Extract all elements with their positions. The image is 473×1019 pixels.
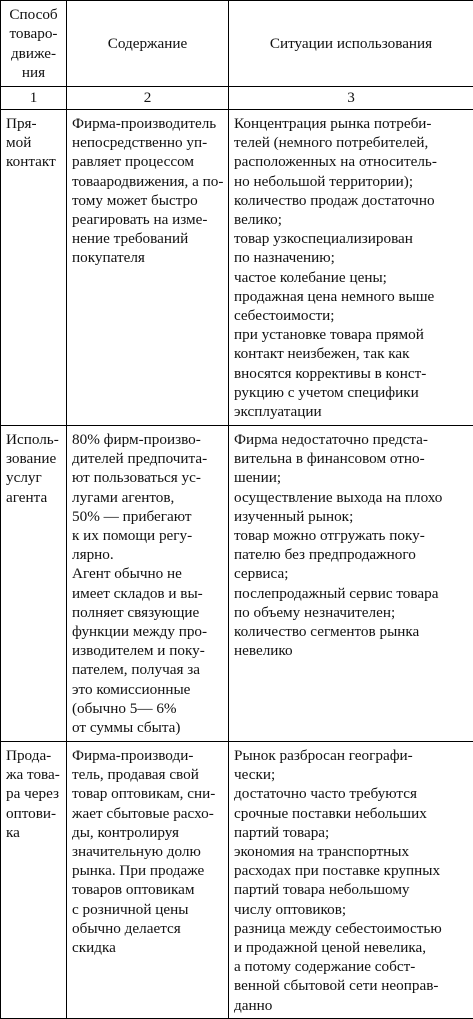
- column-number-2: 2: [67, 87, 229, 110]
- column-number-3: 3: [229, 87, 473, 110]
- method-cell: Прода- жа това- ра через оптови- ка: [1, 742, 67, 1019]
- table-row-wholesaler: [1, 742, 473, 1019]
- table-row-agent: [1, 426, 473, 742]
- content-cell: Фирма-производитель непосредственно уп- равляет процессом товаародвижения, а по- тому может быстро реагировать на изме- нение требований покупателя: [67, 110, 229, 426]
- situations-cell: Концентрация рынка потреби- телей (немного потребителей, расположенных на относитель- но небольшой территории); количество продаж достаточно велико; товар узкоспециализирован по назначению; частое колебание цены; продажная цена немного выше себестоимости; при установке товара прямой контакт неизбежен, так как вносятся коррективы в конст- рукцию с учетом специфики эксплуатации: [229, 110, 473, 426]
- table-row-direct-contact: [1, 110, 473, 426]
- header-row: [1, 1, 473, 87]
- column-number-1: 1: [1, 87, 67, 110]
- header-method: Способ товаро- движе- ния: [1, 1, 67, 87]
- situations-cell: Рынок разбросан географи- чески; достаточно часто требуются срочные поставки небольших партий товара; экономия на транспортных расходах при поставке крупных партий товара небольшому числу оптовиков; разница между себестоимостью и продажной ценой невелика, а потому содержание собст- венной сбытовой сети неоправ- данно: [229, 742, 473, 1019]
- content-cell: Фирма-производи- тель, продавая свой товар оптовикам, сни- жает сбытовые расхо- ды, контролируя значительную долю рынка. При продаже товаров оптовикам с розничной цены обычно делается скидка: [67, 742, 229, 1019]
- method-cell: Пря- мой контакт: [1, 110, 67, 426]
- method-cell: Исполь- зование услуг агента: [1, 426, 67, 742]
- situations-cell: Фирма недостаточно предста- вительна в финансовом отно- шении; осуществление выхода на плохо изученный рынок; товар можно отгружать поку- пателю без предпродажного сервиса; послепродажный сервис товара по объему незначителен; количество сегментов рынка невелико: [229, 426, 473, 742]
- content-cell: 80% фирм-произво- дителей предпочита- ют пользоваться ус- лугами агентов, 50% — прибегают к их помощи регу- лярно. Агент обычно не имеет складов и вы- полняет связующие функции между про- изводителем и поку- пателем, получая за это комиссионные (обычно 5— 6% от суммы сбыта): [67, 426, 229, 742]
- header-situations: Ситуации использования: [229, 1, 473, 87]
- header-content: Содержание: [67, 1, 229, 87]
- column-number-row: [1, 87, 473, 110]
